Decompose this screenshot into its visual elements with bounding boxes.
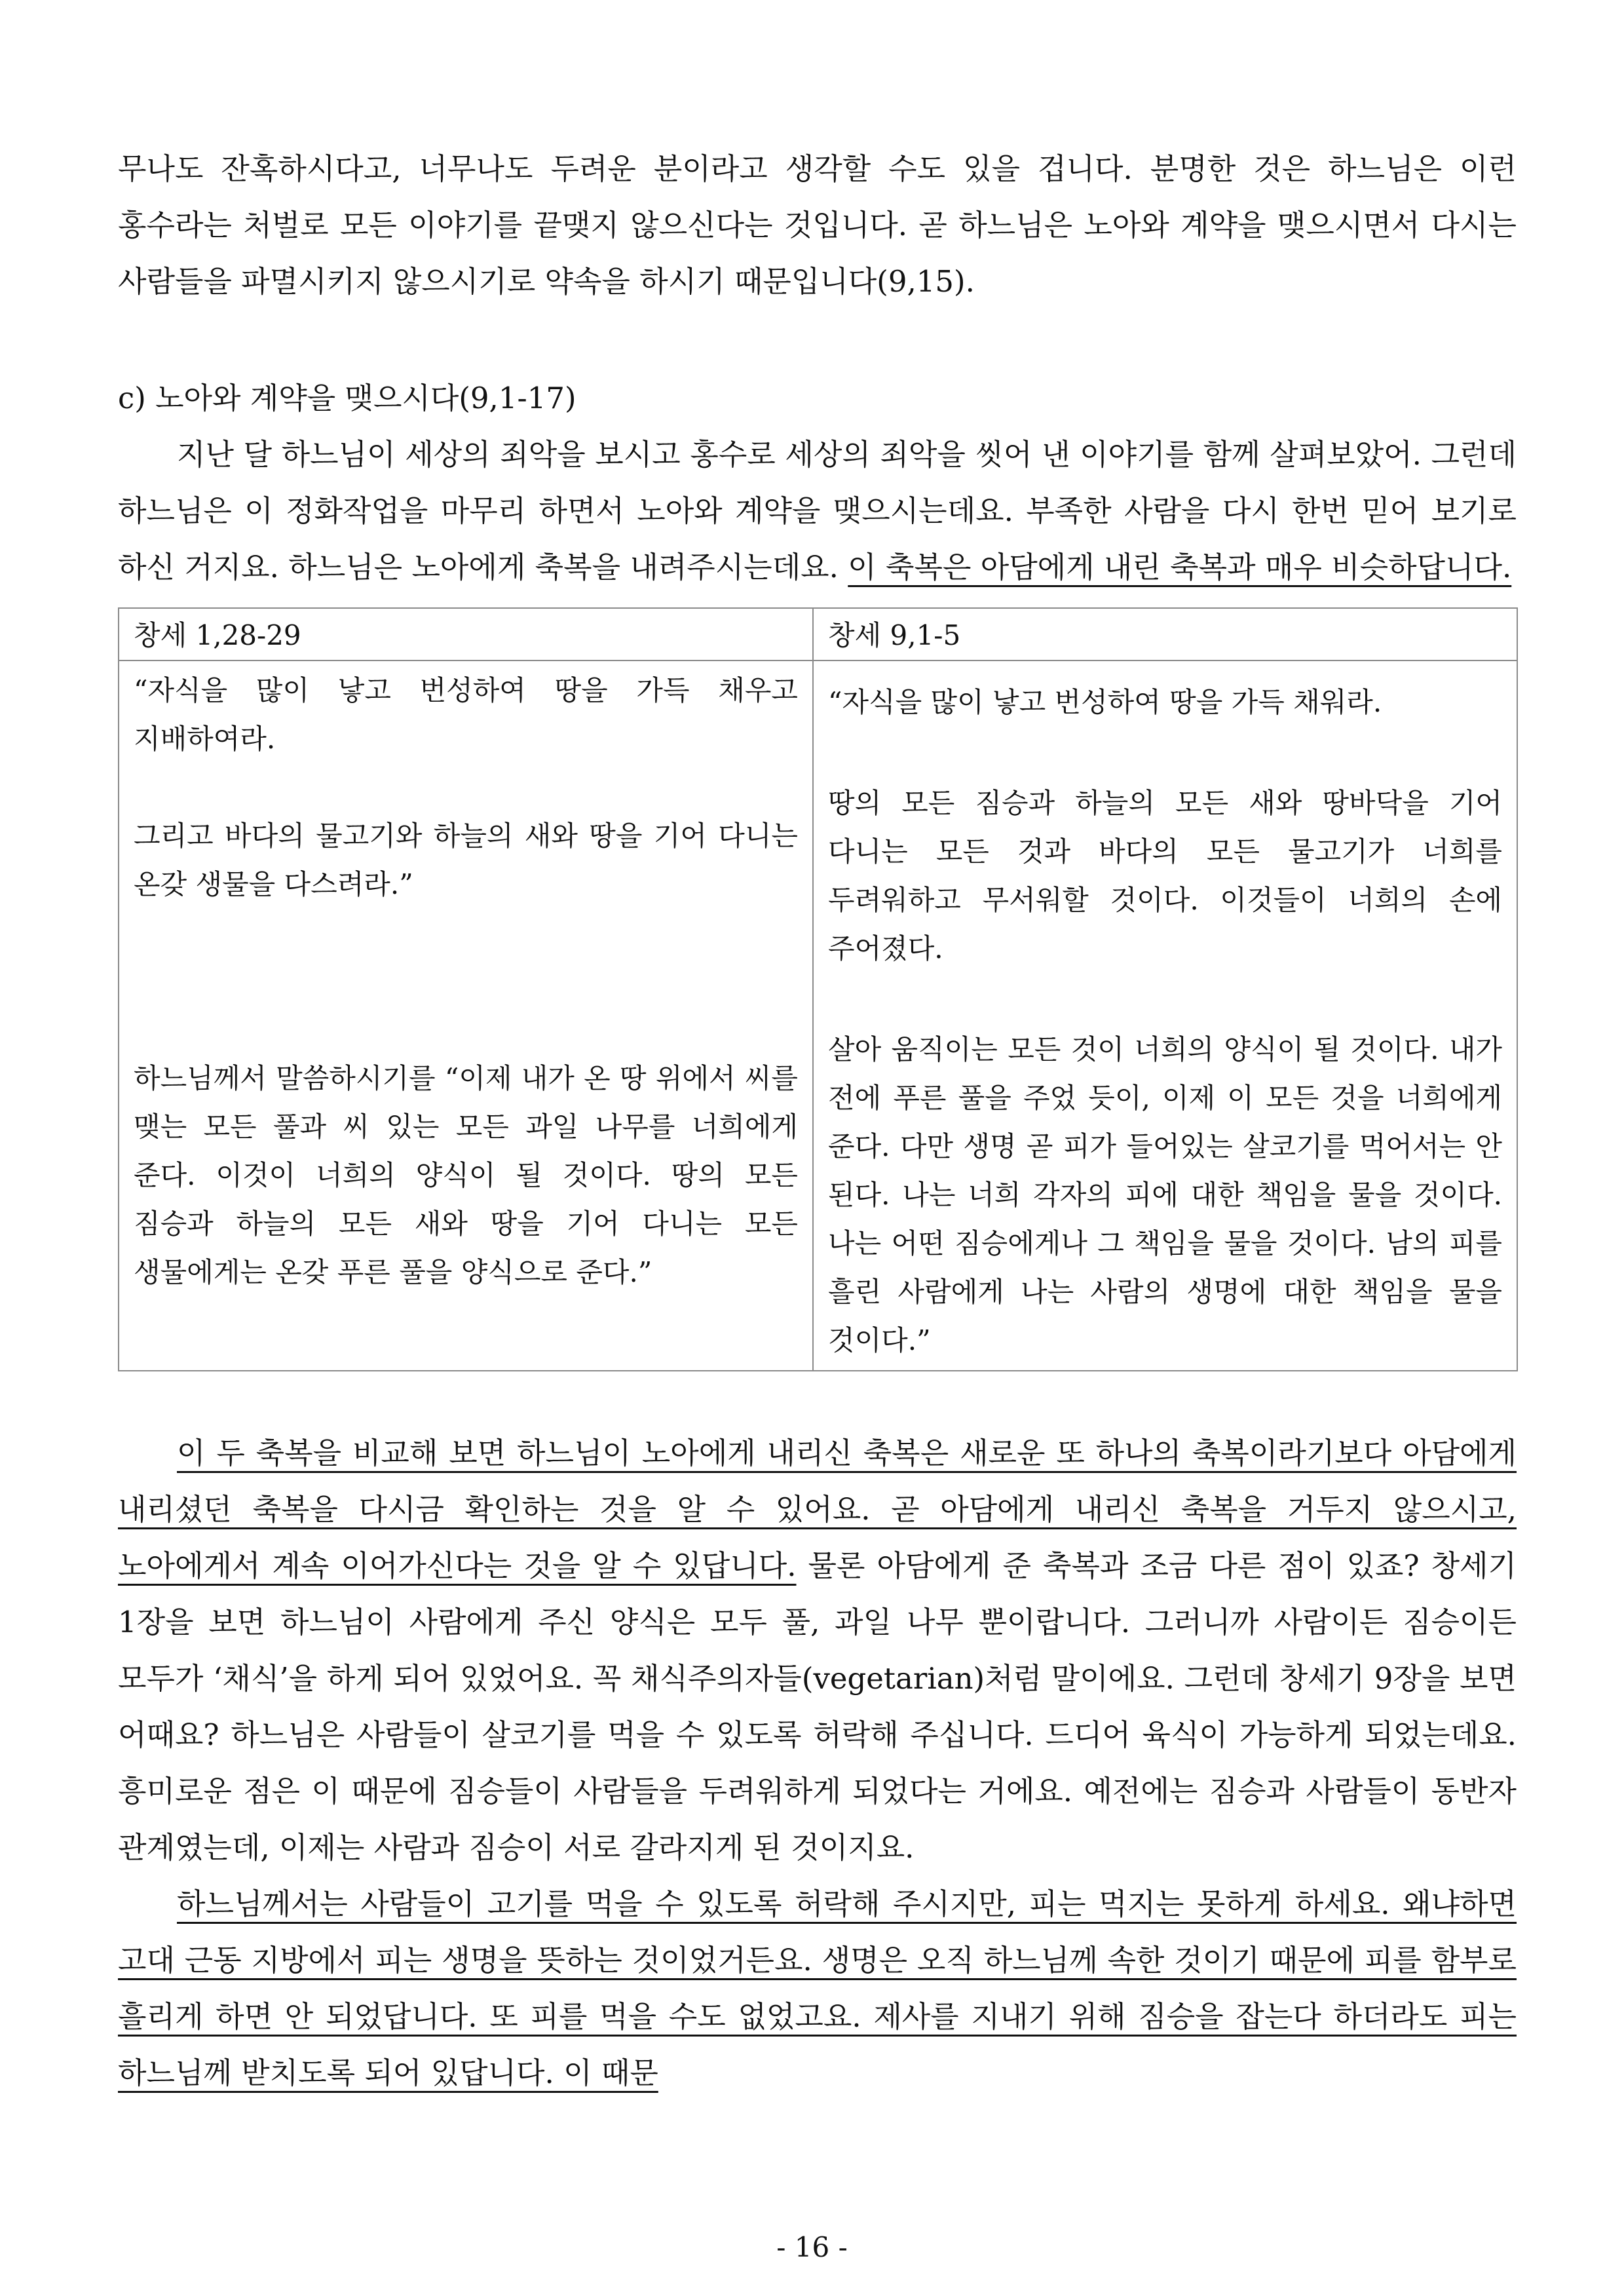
- left-verse-1: “자식을 많이 낳고 번성하여 땅을 가득 채우고 지배하여라.: [134, 674, 798, 755]
- comparison-paragraph-underlined: 이 두 축복을 비교해 보면 하느님이 노아에게 내리신 축복은 새로운 또 하나의 축복이라기보다 아담에게 내리셨던 축복을 다시금 확인하는 것을 알 수 있어요. 곧 아담에게 내리신 축복을 거두지 않으시고, 노아에게서 계속 이어가신다는 것을 알 수 있답니다.: [118, 1436, 1517, 1583]
- comparison-paragraph-text: 물론 아담에게 준 축복과 조금 다른 점이 있죠? 창세기 1장을 보면 하느님이 사람에게 주신 양식은 모두 풀, 과일 나무 뿐이랍니다. 그러니까 사람이든 짐승이든 모두가 ‘채식’을 하게 되어 있었어요. 꼭 채식주의자들(vegetarian)처럼 말이에요. 그런데 창세기 9장을 보면 어때요? 하느님은 사람들이 살코기를 먹을 수 있도록 허락해 주십니다. 드디어 육식이 가능하게 되었는데요. 흥미로운 점은 이 때문에 짐승들이 사람들을 두려워하게 되었다는 거에요. 예전에는 짐승과 사람들이 동반자 관계였는데, 이제는 사람과 짐승이 서로 갈라지게 된 것이지요.: [118, 1548, 1517, 1865]
- cell-gap: [828, 666, 1502, 678]
- page-number: - 16 -: [776, 2231, 848, 2263]
- right-verse-2: 땅의 모든 짐승과 하늘의 모든 새와 땅바닥을 기어 다니는 모든 것과 바다의 모든 물고기가 너희를 두려워하고 무서워할 것이다. 이것들이 너희의 손에 주어졌다.: [828, 787, 1502, 965]
- section-paragraph: [118, 427, 1517, 596]
- cell-gap: [134, 763, 798, 812]
- left-body-cell: [119, 660, 813, 1371]
- intro-paragraph: 무나도 잔혹하시다고, 너무나도 두려운 분이라고 생각할 수도 있을 겁니다. 분명한 것은 하느님은 이런 홍수라는 처벌로 모든 이야기를 끝맺지 않으신다는 것입니다. 곧 하느님은 노아와 계약을 맺으시면서 다시는 사람들을 파멸시키지 않으시기로 약속을 하시기 때문입니다(9,15).: [118, 151, 1517, 299]
- table-header-row: [119, 608, 1517, 660]
- right-verse-1: “자식을 많이 낳고 번성하여 땅을 가득 채워라.: [828, 686, 1382, 718]
- left-verse-3: 하느님께서 말씀하시기를 “이제 내가 온 땅 위에서 씨를 맺는 모든 풀과 씨 있는 모든 과일 나무를 너희에게 준다. 이것이 너희의 양식이 될 것이다. 땅의 모든 짐승과 하늘의 모든 새와 땅을 기어 다니는 모든 생물에게는 온갖 푸른 풀을 양식으로 준다.”: [134, 1062, 798, 1288]
- section-paragraph-underlined: 이 축복은 아담에게 내린 축복과 매우 비슷하답니다.: [848, 550, 1512, 584]
- right-header-cell: 창세 9,1-5: [813, 608, 1517, 660]
- right-body-cell: [813, 660, 1517, 1371]
- left-verse-2: 그리고 바다의 물고기와 하늘의 새와 땅을 기어 다니는 온갖 생물을 다스려라.”: [134, 820, 798, 900]
- table-body-row: [119, 660, 1517, 1371]
- comparison-paragraph: [118, 1425, 1517, 1876]
- cell-gap: [828, 973, 1502, 1025]
- blood-paragraph-underlined: 하느님께서는 사람들이 고기를 먹을 수 있도록 허락해 주시지만, 피는 먹지는 못하게 하세요. 왜냐하면 고대 근동 지방에서 피는 생명을 뜻하는 것이었거든요. 생명은 오직 하느님께 속한 것이기 때문에 피를 함부로 흘리게 하면 안 되었답니다. 또 피를 먹을 수도 없었고요. 제사를 지내기 위해 짐승을 잡는다 하더라도 피는 하느님께 받치도록 되어 있답니다. 이 때문: [118, 1886, 1517, 2090]
- comparison-table: [118, 607, 1518, 1371]
- paragraph-gap: [118, 1371, 1517, 1425]
- paragraph-gap: [118, 310, 1517, 370]
- cell-gap: [828, 727, 1502, 779]
- left-header-cell: 창세 1,28-29: [119, 608, 813, 660]
- section-paragraph-text: 지난 달 하느님이 세상의 죄악을 보시고 홍수로 세상의 죄악을 씻어 낸 이야기를 함께 살펴보았어. 그런데 하느님은 이 정화작업을 마무리 하면서 노아와 계약을 맺으시는데요. 부족한 사람을 다시 한번 믿어 보기로 하신 거지요. 하느님은 노아에게 축복을 내려주시는데요.: [118, 437, 1517, 584]
- blood-paragraph: [118, 1876, 1517, 2101]
- document-page: [118, 141, 1517, 2101]
- cell-gap: [134, 909, 798, 1054]
- right-verse-3: 살아 움직이는 모든 것이 너희의 양식이 될 것이다. 내가 전에 푸른 풀을 주었 듯이, 이제 이 모든 것을 너희에게 준다. 다만 생명 곧 피가 들어있는 살코기를 먹어서는 안 된다. 나는 너희 각자의 피에 대한 책임을 물을 것이다. 나는 어떤 짐승에게나 그 책임을 물을 것이다. 남의 피를 흘린 사람에게 나는 사람의 생명에 대한 책임을 물을 것이다.”: [828, 1033, 1502, 1356]
- section-heading: c) 노아와 계약을 맺으시다(9,1-17): [118, 381, 576, 415]
